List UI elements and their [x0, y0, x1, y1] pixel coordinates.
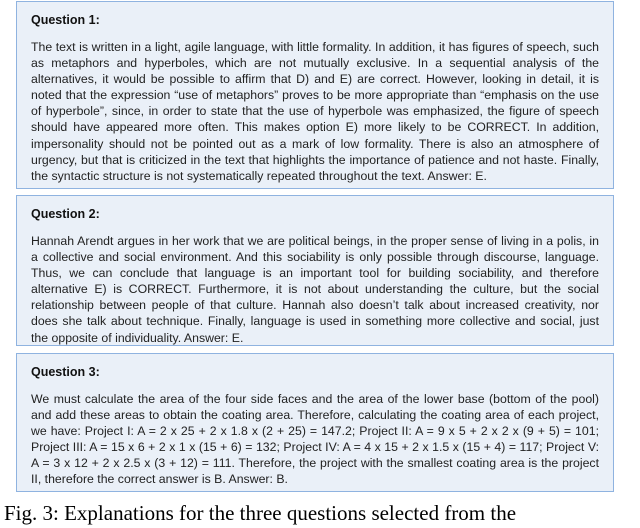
question-3-title: Question 3: — [31, 365, 100, 379]
question-3-explanation: We must calculate the area of the four side faces and the area of the lower base (bottom of the pool) and add these areas to obtain the coating area. Therefore, calculating the coating area of each project, we have: Project I: A = 2 x 25 + 2 x 1.8 x (2 + 25) = 147.2; Project II: A = 9 x 5 + 2 x 2 x (9 + 5) = 101; Project III: A = 15 x 6 + 2 x 1 x (15 + 6) = 132; Project IV: A = 4 x 15 + 2 x 1.5 x (15 + 4) = 117; Project V: A = 3 x 12 + 2 x 2.5 x (3 + 12) = 111. Therefore, the project with the smallest coating area is the project II, therefore the correct answer is B. Answer: B. — [31, 392, 599, 487]
question-2-explanation: Hannah Arendt argues in her work that we are political beings, in the proper sense of living in a polis, in a collective and social environment. And this sociability is only possible through discourse, language. Thus, we can conclude that language is an important tool for building sociability, and therefore alternative E) is CORRECT. Furthermore, it is not about understanding the culture, but the social relationship between people of that culture. Hannah also doesn’t talk about increased creativity, nor does she talk about technique. Finally, language is used in something more collective and social, just the opposite of individuality. Answer: E. — [31, 234, 599, 345]
question-3-panel — [16, 353, 614, 492]
question-1-explanation: The text is written in a light, agile language, with little formality. In addition, it has figures of speech, such as metaphors and hyperboles, which are not mutually exclusive. In a sequential analysis of the alternatives, it would be possible to affirm that D) and E) are correct. However, looking in detail, it is noted that the expression “use of metaphors” proves to be more appropriate than “emphasis on the use of hyperbole”, since, in order to state that the use of hyperbole was emphasized, the figure of speech should have appeared more often. This makes option E) more likely to be CORRECT. In addition, impersonality should not be pointed out as a mark of low formality. There is also an atmosphere of urgency, but that is criticized in the text that highlights the importance of patience and not haste. Finally, the syntactic structure is not systematically repeated throughout the text. Answer: E. — [31, 40, 599, 183]
question-1-panel — [16, 1, 614, 189]
question-2-panel — [16, 195, 614, 346]
question-1-title: Question 1: — [31, 13, 100, 27]
question-2-title: Question 2: — [31, 207, 100, 221]
figure-caption: Fig. 3: Explanations for the three questions selected from the — [4, 501, 517, 525]
